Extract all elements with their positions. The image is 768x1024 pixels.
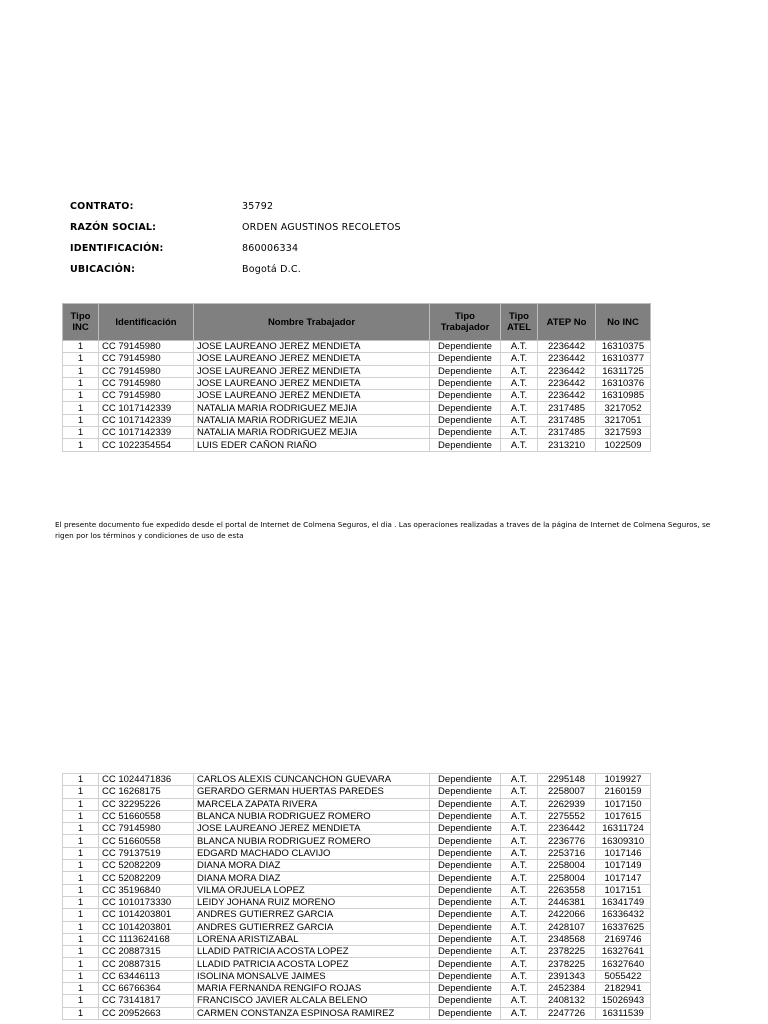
tipo-inc-cell: 1 xyxy=(63,896,99,908)
no-inc-cell: 16336432 xyxy=(596,909,651,921)
identificacion-cell: CC 1113624168 xyxy=(99,933,194,945)
tipo-atel-cell: A.T. xyxy=(501,377,538,389)
atep-no-cell: 2422066 xyxy=(538,909,596,921)
tipo-atel-cell: A.T. xyxy=(501,353,538,365)
identificacion-value: 860006334 xyxy=(242,243,299,254)
tipo-atel-cell: A.T. xyxy=(501,341,538,353)
tipo-atel-cell: A.T. xyxy=(501,921,538,933)
nombre-cell: DIANA MORA DIAZ xyxy=(194,872,430,884)
tipo-inc-cell: 1 xyxy=(63,427,99,439)
no-inc-cell: 1022509 xyxy=(596,439,651,451)
tipo-atel-cell: A.T. xyxy=(501,884,538,896)
tipo-trabajador-cell: Dependiente xyxy=(430,810,501,822)
col-tipo-inc: Tipo INC xyxy=(63,304,99,341)
table-row xyxy=(63,847,651,859)
atep-no-cell: 2236442 xyxy=(538,341,596,353)
identificacion-cell: CC 79145980 xyxy=(99,823,194,835)
nombre-cell: VILMA ORJUELA LOPEZ xyxy=(194,884,430,896)
identificacion-cell: CC 79137519 xyxy=(99,847,194,859)
atep-no-cell: 2236442 xyxy=(538,823,596,835)
table-row xyxy=(63,365,651,377)
tipo-inc-cell: 1 xyxy=(63,995,99,1007)
identificacion-cell: CC 79145980 xyxy=(99,341,194,353)
atep-no-cell: 2258004 xyxy=(538,860,596,872)
tipo-trabajador-cell: Dependiente xyxy=(430,847,501,859)
identificacion-cell: CC 73141817 xyxy=(99,995,194,1007)
table-row xyxy=(63,872,651,884)
atep-no-cell: 2452384 xyxy=(538,983,596,995)
identificacion-cell: CC 20887315 xyxy=(99,958,194,970)
tipo-trabajador-cell: Dependiente xyxy=(430,786,501,798)
atep-no-cell: 2317485 xyxy=(538,402,596,414)
tipo-atel-cell: A.T. xyxy=(501,365,538,377)
ubicacion-label: UBICACIÓN: xyxy=(70,264,136,275)
atep-no-cell: 2236442 xyxy=(538,377,596,389)
nombre-cell: GERARDO GERMAN HUERTAS PAREDES xyxy=(194,786,430,798)
nombre-cell: NATALIA MARIA RODRIGUEZ MEJIA xyxy=(194,427,430,439)
no-inc-cell: 2182941 xyxy=(596,983,651,995)
no-inc-cell: 1019927 xyxy=(596,774,651,786)
no-inc-cell: 16310375 xyxy=(596,341,651,353)
table-row xyxy=(63,427,651,439)
identificacion-cell: CC 1014203801 xyxy=(99,921,194,933)
tipo-atel-cell: A.T. xyxy=(501,933,538,945)
tipo-trabajador-cell: Dependiente xyxy=(430,860,501,872)
disclaimer-text: El presente documento fue expedido desde el portal de Internet de Colmena Seguros, el dia . Las operaciones realizadas a traves de la página de Internet de Colmena Seguros, se rigen por los términos y condiciones de uso de esta xyxy=(55,520,711,540)
atep-no-cell: 2378225 xyxy=(538,958,596,970)
tipo-trabajador-cell: Dependiente xyxy=(430,427,501,439)
tipo-atel-cell: A.T. xyxy=(501,896,538,908)
tipo-atel-cell: A.T. xyxy=(501,847,538,859)
atep-no-cell: 2408132 xyxy=(538,995,596,1007)
no-inc-cell: 16310376 xyxy=(596,377,651,389)
tipo-trabajador-cell: Dependiente xyxy=(430,921,501,933)
identificacion-cell: CC 20887315 xyxy=(99,946,194,958)
table-row xyxy=(63,933,651,945)
tipo-trabajador-cell: Dependiente xyxy=(430,353,501,365)
table-row xyxy=(63,377,651,389)
table-row xyxy=(63,835,651,847)
identificacion-cell: CC 51660558 xyxy=(99,835,194,847)
atep-no-cell: 2236442 xyxy=(538,365,596,377)
tipo-trabajador-cell: Dependiente xyxy=(430,390,501,402)
contrato-value: 35792 xyxy=(242,201,274,212)
identificacion-cell: CC 66766364 xyxy=(99,983,194,995)
tipo-trabajador-cell: Dependiente xyxy=(430,377,501,389)
atep-no-cell: 2295148 xyxy=(538,774,596,786)
tipo-atel-cell: A.T. xyxy=(501,774,538,786)
tipo-trabajador-cell: Dependiente xyxy=(430,884,501,896)
tipo-trabajador-cell: Dependiente xyxy=(430,341,501,353)
table-row xyxy=(63,823,651,835)
tipo-atel-cell: A.T. xyxy=(501,439,538,451)
col-nombre-trabajador: Nombre Trabajador xyxy=(194,304,430,341)
no-inc-cell: 2160159 xyxy=(596,786,651,798)
tipo-inc-cell: 1 xyxy=(63,439,99,451)
nombre-cell: EDGARD MACHADO CLAVIJO xyxy=(194,847,430,859)
identificacion-cell: CC 1017142339 xyxy=(99,414,194,426)
atep-no-cell: 2317485 xyxy=(538,414,596,426)
table-row xyxy=(63,946,651,958)
atep-no-cell: 2236442 xyxy=(538,390,596,402)
nombre-cell: JOSE LAUREANO JEREZ MENDIETA xyxy=(194,377,430,389)
nombre-cell: NATALIA MARIA RODRIGUEZ MEJIA xyxy=(194,402,430,414)
tipo-atel-cell: A.T. xyxy=(501,823,538,835)
nombre-cell: LEIDY JOHANA RUIZ MORENO xyxy=(194,896,430,908)
nombre-cell: CARLOS ALEXIS CUNCANCHON GUEVARA xyxy=(194,774,430,786)
tipo-trabajador-cell: Dependiente xyxy=(430,402,501,414)
tipo-inc-cell: 1 xyxy=(63,414,99,426)
tipo-inc-cell: 1 xyxy=(63,390,99,402)
incapacidades-table-continued xyxy=(62,773,651,1020)
tipo-inc-cell: 1 xyxy=(63,847,99,859)
nombre-cell: ANDRES GUTIERREZ GARCIA xyxy=(194,921,430,933)
atep-no-cell: 2253716 xyxy=(538,847,596,859)
no-inc-cell: 5055422 xyxy=(596,970,651,982)
table-row xyxy=(63,896,651,908)
tipo-atel-cell: A.T. xyxy=(501,786,538,798)
tipo-trabajador-cell: Dependiente xyxy=(430,365,501,377)
col-no-inc: No INC xyxy=(596,304,651,341)
table-body xyxy=(63,341,651,452)
contrato-label: CONTRATO: xyxy=(70,201,134,212)
table-row xyxy=(63,353,651,365)
tipo-inc-cell: 1 xyxy=(63,1007,99,1019)
atep-no-cell: 2378225 xyxy=(538,946,596,958)
tipo-atel-cell: A.T. xyxy=(501,946,538,958)
tipo-trabajador-cell: Dependiente xyxy=(430,798,501,810)
identificacion-cell: CC 1017142339 xyxy=(99,402,194,414)
razon-social-row xyxy=(70,217,401,238)
nombre-cell: FRANCISCO JAVIER ALCALA BELENO xyxy=(194,995,430,1007)
tipo-inc-cell: 1 xyxy=(63,872,99,884)
table-row xyxy=(63,1007,651,1019)
tipo-inc-cell: 1 xyxy=(63,884,99,896)
no-inc-cell: 16310985 xyxy=(596,390,651,402)
identificacion-cell: CC 79145980 xyxy=(99,353,194,365)
identificacion-cell: CC 52082209 xyxy=(99,872,194,884)
table-row xyxy=(63,995,651,1007)
nombre-cell: JOSE LAUREANO JEREZ MENDIETA xyxy=(194,341,430,353)
tipo-inc-cell: 1 xyxy=(63,860,99,872)
tipo-trabajador-cell: Dependiente xyxy=(430,995,501,1007)
nombre-cell: BLANCA NUBIA RODRIGUEZ ROMERO xyxy=(194,810,430,822)
identificacion-row xyxy=(70,238,401,259)
tipo-atel-cell: A.T. xyxy=(501,995,538,1007)
table-row xyxy=(63,341,651,353)
atep-no-cell: 2313210 xyxy=(538,439,596,451)
tipo-inc-cell: 1 xyxy=(63,983,99,995)
tipo-atel-cell: A.T. xyxy=(501,860,538,872)
tipo-trabajador-cell: Dependiente xyxy=(430,933,501,945)
tipo-atel-cell: A.T. xyxy=(501,835,538,847)
identificacion-cell: CC 16268175 xyxy=(99,786,194,798)
tipo-inc-cell: 1 xyxy=(63,921,99,933)
identificacion-cell: CC 20952663 xyxy=(99,1007,194,1019)
table-row xyxy=(63,983,651,995)
no-inc-cell: 16341749 xyxy=(596,896,651,908)
table-row xyxy=(63,439,651,451)
table-row xyxy=(63,774,651,786)
nombre-cell: CARMEN CONSTANZA ESPINOSA RAMIREZ xyxy=(194,1007,430,1019)
nombre-cell: ISOLINA MONSALVE JAIMES xyxy=(194,970,430,982)
no-inc-cell: 16310377 xyxy=(596,353,651,365)
no-inc-cell: 1017150 xyxy=(596,798,651,810)
table-row xyxy=(63,884,651,896)
tipo-trabajador-cell: Dependiente xyxy=(430,872,501,884)
atep-no-cell: 2446381 xyxy=(538,896,596,908)
tipo-atel-cell: A.T. xyxy=(501,427,538,439)
tipo-inc-cell: 1 xyxy=(63,365,99,377)
tipo-inc-cell: 1 xyxy=(63,835,99,847)
atep-no-cell: 2263558 xyxy=(538,884,596,896)
identificacion-cell: CC 35196840 xyxy=(99,884,194,896)
tipo-inc-cell: 1 xyxy=(63,353,99,365)
identificacion-cell: CC 1010173330 xyxy=(99,896,194,908)
tipo-inc-cell: 1 xyxy=(63,341,99,353)
tipo-trabajador-cell: Dependiente xyxy=(430,823,501,835)
tipo-inc-cell: 1 xyxy=(63,377,99,389)
tipo-inc-cell: 1 xyxy=(63,933,99,945)
atep-no-cell: 2247726 xyxy=(538,1007,596,1019)
ubicacion-row xyxy=(70,259,401,280)
nombre-cell: LUIS EDER CAÑON RIAÑO xyxy=(194,439,430,451)
razon-social-value: ORDEN AGUSTINOS RECOLETOS xyxy=(242,222,401,233)
atep-no-cell: 2317485 xyxy=(538,427,596,439)
tipo-inc-cell: 1 xyxy=(63,946,99,958)
no-inc-cell: 3217593 xyxy=(596,427,651,439)
nombre-cell: JOSE LAUREANO JEREZ MENDIETA xyxy=(194,365,430,377)
no-inc-cell: 2169746 xyxy=(596,933,651,945)
razon-social-label: RAZÓN SOCIAL: xyxy=(70,222,157,233)
identificacion-cell: CC 1022354554 xyxy=(99,439,194,451)
tipo-atel-cell: A.T. xyxy=(501,872,538,884)
identificacion-cell: CC 52082209 xyxy=(99,860,194,872)
tipo-inc-cell: 1 xyxy=(63,810,99,822)
tipo-trabajador-cell: Dependiente xyxy=(430,970,501,982)
tipo-atel-cell: A.T. xyxy=(501,402,538,414)
identificacion-cell: CC 79145980 xyxy=(99,365,194,377)
tipo-atel-cell: A.T. xyxy=(501,390,538,402)
tipo-inc-cell: 1 xyxy=(63,958,99,970)
atep-no-cell: 2258004 xyxy=(538,872,596,884)
no-inc-cell: 16337625 xyxy=(596,921,651,933)
atep-no-cell: 2428107 xyxy=(538,921,596,933)
table-row xyxy=(63,414,651,426)
tipo-trabajador-cell: Dependiente xyxy=(430,414,501,426)
col-identificacion: Identificación xyxy=(99,304,194,341)
tipo-trabajador-cell: Dependiente xyxy=(430,946,501,958)
ubicacion-value: Bogotá D.C. xyxy=(242,264,301,275)
identificacion-cell: CC 63446113 xyxy=(99,970,194,982)
table-body xyxy=(63,774,651,1020)
atep-no-cell: 2258007 xyxy=(538,786,596,798)
table-row xyxy=(63,810,651,822)
no-inc-cell: 16309310 xyxy=(596,835,651,847)
table-header-row xyxy=(63,304,651,341)
no-inc-cell: 1017146 xyxy=(596,847,651,859)
tipo-inc-cell: 1 xyxy=(63,798,99,810)
nombre-cell: MARCELA ZAPATA RIVERA xyxy=(194,798,430,810)
no-inc-cell: 16327640 xyxy=(596,958,651,970)
nombre-cell: DIANA MORA DIAZ xyxy=(194,860,430,872)
col-atep-no: ATEP No xyxy=(538,304,596,341)
tipo-inc-cell: 1 xyxy=(63,786,99,798)
atep-no-cell: 2391343 xyxy=(538,970,596,982)
identificacion-cell: CC 79145980 xyxy=(99,377,194,389)
nombre-cell: LORENA ARISTIZABAL xyxy=(194,933,430,945)
tipo-trabajador-cell: Dependiente xyxy=(430,774,501,786)
no-inc-cell: 3217051 xyxy=(596,414,651,426)
nombre-cell: LLADID PATRICIA ACOSTA LOPEZ xyxy=(194,958,430,970)
tipo-atel-cell: A.T. xyxy=(501,909,538,921)
nombre-cell: JOSE LAUREANO JEREZ MENDIETA xyxy=(194,823,430,835)
identificacion-cell: CC 51660558 xyxy=(99,810,194,822)
table-row xyxy=(63,970,651,982)
incapacidades-table xyxy=(62,303,651,452)
table-row xyxy=(63,390,651,402)
tipo-atel-cell: A.T. xyxy=(501,970,538,982)
table-row xyxy=(63,786,651,798)
col-tipo-trabajador: Tipo Trabajador xyxy=(430,304,501,341)
atep-no-cell: 2275552 xyxy=(538,810,596,822)
tipo-inc-cell: 1 xyxy=(63,909,99,921)
nombre-cell: LLADID PATRICIA ACOSTA LOPEZ xyxy=(194,946,430,958)
no-inc-cell: 1017615 xyxy=(596,810,651,822)
no-inc-cell: 1017151 xyxy=(596,884,651,896)
tipo-trabajador-cell: Dependiente xyxy=(430,1007,501,1019)
identificacion-cell: CC 1024471836 xyxy=(99,774,194,786)
no-inc-cell: 16311539 xyxy=(596,1007,651,1019)
table-row xyxy=(63,860,651,872)
nombre-cell: NATALIA MARIA RODRIGUEZ MEJIA xyxy=(194,414,430,426)
atep-no-cell: 2262939 xyxy=(538,798,596,810)
tipo-trabajador-cell: Dependiente xyxy=(430,909,501,921)
col-tipo-atel: Tipo ATEL xyxy=(501,304,538,341)
tipo-trabajador-cell: Dependiente xyxy=(430,983,501,995)
no-inc-cell: 16311725 xyxy=(596,365,651,377)
no-inc-cell: 16327641 xyxy=(596,946,651,958)
no-inc-cell: 3217052 xyxy=(596,402,651,414)
tipo-inc-cell: 1 xyxy=(63,823,99,835)
identificacion-cell: CC 32295226 xyxy=(99,798,194,810)
nombre-cell: MARIA FERNANDA RENGIFO ROJAS xyxy=(194,983,430,995)
atep-no-cell: 2348568 xyxy=(538,933,596,945)
tipo-atel-cell: A.T. xyxy=(501,1007,538,1019)
tipo-atel-cell: A.T. xyxy=(501,958,538,970)
nombre-cell: ANDRES GUTIERREZ GARCIA xyxy=(194,909,430,921)
identificacion-cell: CC 1014203801 xyxy=(99,909,194,921)
tipo-inc-cell: 1 xyxy=(63,402,99,414)
nombre-cell: BLANCA NUBIA RODRIGUEZ ROMERO xyxy=(194,835,430,847)
identificacion-label: IDENTIFICACIÓN: xyxy=(70,243,164,254)
tipo-trabajador-cell: Dependiente xyxy=(430,896,501,908)
tipo-inc-cell: 1 xyxy=(63,970,99,982)
table-row xyxy=(63,402,651,414)
tipo-atel-cell: A.T. xyxy=(501,798,538,810)
atep-no-cell: 2236776 xyxy=(538,835,596,847)
tipo-trabajador-cell: Dependiente xyxy=(430,958,501,970)
table-row xyxy=(63,798,651,810)
no-inc-cell: 1017149 xyxy=(596,860,651,872)
tipo-trabajador-cell: Dependiente xyxy=(430,835,501,847)
atep-no-cell: 2236442 xyxy=(538,353,596,365)
no-inc-cell: 16311724 xyxy=(596,823,651,835)
nombre-cell: JOSE LAUREANO JEREZ MENDIETA xyxy=(194,353,430,365)
identificacion-cell: CC 1017142339 xyxy=(99,427,194,439)
no-inc-cell: 1017147 xyxy=(596,872,651,884)
table-row xyxy=(63,958,651,970)
table-row xyxy=(63,921,651,933)
tipo-atel-cell: A.T. xyxy=(501,414,538,426)
identificacion-cell: CC 79145980 xyxy=(99,390,194,402)
table-row xyxy=(63,909,651,921)
nombre-cell: JOSE LAUREANO JEREZ MENDIETA xyxy=(194,390,430,402)
tipo-inc-cell: 1 xyxy=(63,774,99,786)
tipo-trabajador-cell: Dependiente xyxy=(430,439,501,451)
tipo-atel-cell: A.T. xyxy=(501,983,538,995)
contrato-row xyxy=(70,196,401,217)
tipo-atel-cell: A.T. xyxy=(501,810,538,822)
contract-info xyxy=(70,196,401,280)
no-inc-cell: 15026943 xyxy=(596,995,651,1007)
